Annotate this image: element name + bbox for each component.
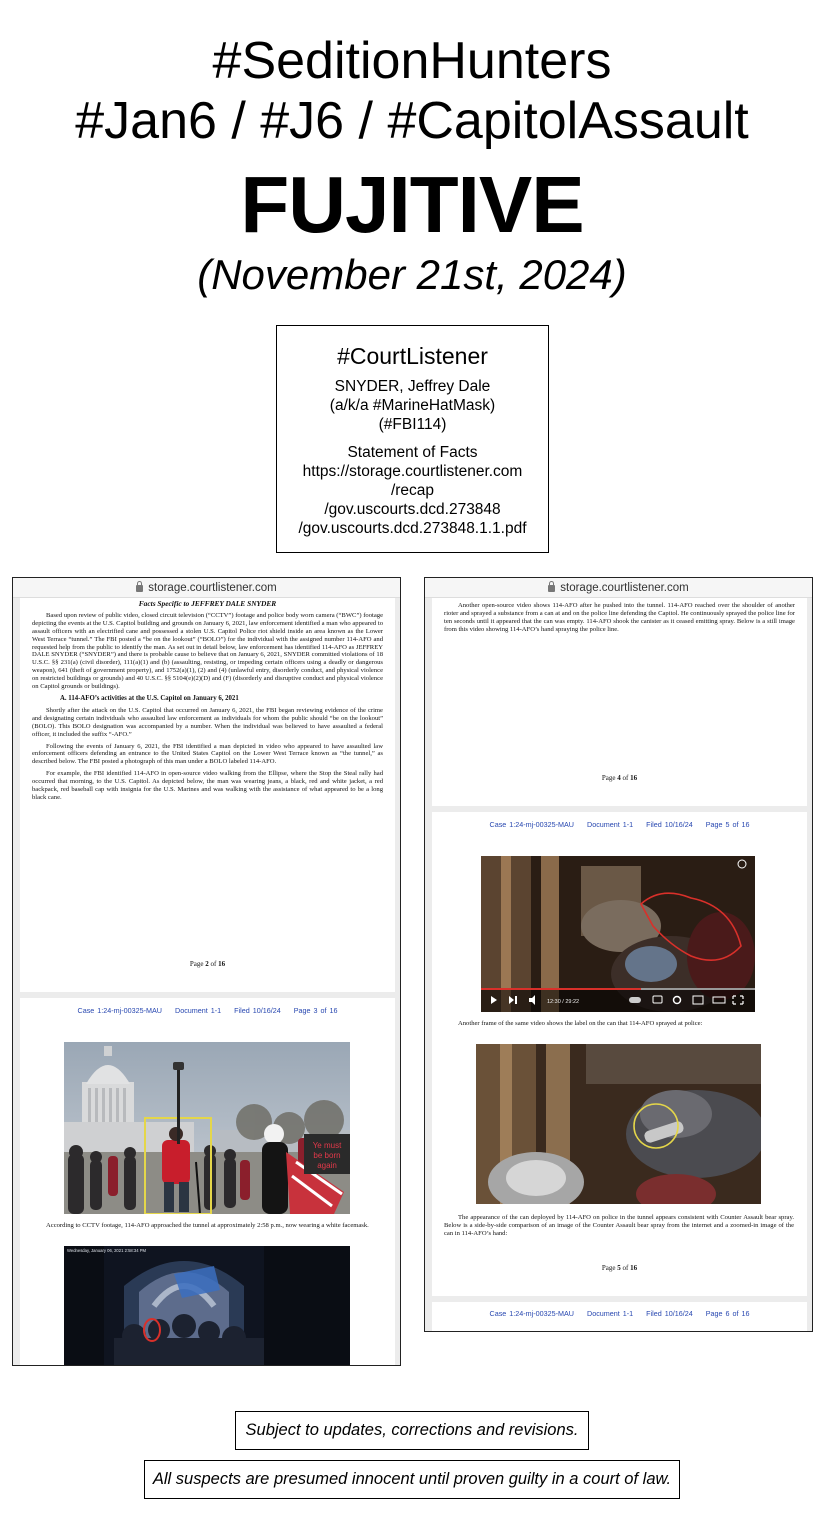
- suspect-aka: (a/k/a #MarineHatMask): [329, 397, 496, 414]
- document-type: Statement of Facts: [347, 444, 478, 461]
- cctv-tunnel-photo: [64, 1246, 350, 1366]
- document-link[interactable]: Document 1-1: [587, 1309, 634, 1318]
- document-url-line: https://storage.courtlistener.com: [302, 463, 523, 480]
- filed-date: Filed 10/16/24: [646, 1309, 693, 1318]
- document-url-line: /recap: [390, 482, 435, 499]
- video-time: 12:30 / 29:22: [547, 999, 580, 1005]
- page-number: Page 5 of 16: [601, 1264, 638, 1272]
- document-page-6: [432, 1302, 807, 1332]
- document-url-line: /gov.uscourts.dcd.273848.1.1.pdf: [298, 520, 527, 537]
- video-still-photo: [481, 856, 755, 1012]
- fugitive-title: FUJITIVE: [240, 160, 584, 249]
- document-link[interactable]: Document 1-1: [587, 820, 634, 829]
- photo-caption: According to CCTV footage, 114-AFO approached the tunnel at approximately 2:58 p.m., now wearing a white facemask.: [46, 1222, 369, 1229]
- cctv-timestamp: Wednesday, January 06, 2021 2:58:34 PM: [67, 1248, 146, 1253]
- page-number: Page 2 of 16: [189, 960, 226, 968]
- right-document-screenshot: [424, 577, 813, 1332]
- document-page-4: [432, 598, 807, 806]
- paragraph: Shortly after the attack on the U.S. Capitol that occurred on January 6, 2021, the FBI began reviewing evidence of the crime and designating certain individuals who assaulted law enforcement as individuals for whom the public should “be on the lookout” (BOLO). This BOLO designation was accompanied by a number. When the individual was believed to have assaulted a federal officer, it included the suffix “-AFO.”: [32, 706, 383, 738]
- hashtag-subtitle: #Jan6 / #J6 / #CapitolAssault: [75, 92, 749, 150]
- left-document-screenshot: [12, 577, 401, 1366]
- document-url-line: /gov.uscourts.dcd.273848: [324, 501, 501, 518]
- filed-date: Filed 10/16/24: [234, 1006, 281, 1015]
- hashtag-title: #SeditionHunters: [212, 32, 612, 90]
- svg-text:be born: be born: [313, 1151, 341, 1160]
- courtlistener-info-box: [276, 325, 549, 553]
- updates-disclaimer: Subject to updates, corrections and revisions.: [235, 1411, 589, 1450]
- url-text: storage.courtlistener.com: [560, 581, 689, 594]
- case-header: [432, 1309, 807, 1318]
- case-number-link[interactable]: Case 1:24-mj-00325-MAU: [489, 820, 574, 829]
- case-number-link[interactable]: Case 1:24-mj-00325-MAU: [489, 1309, 574, 1318]
- document-page-5: [432, 812, 807, 1296]
- svg-text:Ye must: Ye must: [312, 1141, 342, 1150]
- info-box-title: #CourtListener: [337, 343, 488, 369]
- browser-url-bar[interactable]: [13, 578, 400, 598]
- browser-url-bar[interactable]: [425, 578, 812, 598]
- page-indicator: Page 6 of 16: [705, 1309, 750, 1318]
- photo-caption: The appearance of the can deployed by 114-AFO on police in the tunnel appears consistent with Counter Assault bear spray. Below is a side-by-side comparison of an image of the Counter Assault bear spray from the internet and a zoomed-in image of the can in 114-AFO’s hand:: [444, 1214, 794, 1237]
- innocence-disclaimer: All suspects are presumed innocent until proven guilty in a court of law.: [144, 1460, 680, 1499]
- case-header: [432, 820, 807, 829]
- photo-caption: Another frame of the same video shows the label on the can that 114-AFO sprayed at police:: [458, 1020, 703, 1027]
- capitol-walk-photo: [64, 1042, 350, 1214]
- section-heading: Facts Specific to JEFFREY DALE SNYDER: [138, 599, 277, 608]
- paragraph: Another open-source video shows 114-AFO after he pushed into the tunnel. 114-AFO reached over the shoulder of another rioter and sprayed a substance from a can at and on the police line defending the Capitol. He continuously sprayed the police line for ten seconds until it appeared that the can was empty. 114-AFO shook the canister as it ceased emitting spray. Below is a still image from this video showing 114-AFO’s hand spraying the police line.: [444, 602, 795, 633]
- document-page-2: [20, 598, 395, 992]
- document-page-3: [20, 998, 395, 1366]
- page-indicator: Page 3 of 16: [293, 1006, 338, 1015]
- lock-icon: [548, 585, 555, 592]
- case-header: [20, 1006, 395, 1015]
- document-link[interactable]: Document 1-1: [175, 1006, 222, 1015]
- date-line: (November 21st, 2024): [197, 251, 627, 298]
- autoplay-toggle[interactable]: [629, 997, 641, 1003]
- case-number-link[interactable]: Case 1:24-mj-00325-MAU: [77, 1006, 162, 1015]
- lock-icon: [136, 585, 143, 592]
- page-indicator: Page 5 of 16: [705, 820, 750, 829]
- page-number: Page 4 of 16: [601, 774, 638, 782]
- svg-text:again: again: [317, 1161, 337, 1170]
- paragraph: Following the events of January 6, 2021, the FBI identified a man depicted in video who appeared to have assaulted law enforcement officers defending an entrance to the United States Capitol on the Lower West Terrace known as “the tunnel,” as described below. The FBI posted a photograph of this man under a BOLO labeled 114-AFO.: [32, 742, 383, 766]
- suspect-name: SNYDER, Jeffrey Dale: [334, 378, 491, 395]
- spray-can-photo: [476, 1044, 761, 1204]
- url-text: storage.courtlistener.com: [148, 581, 277, 594]
- suspect-tag: (#FBI114): [378, 416, 447, 433]
- paragraph: Based upon review of public video, closed circuit television (“CCTV”) footage and police body worn camera (“BWC”) footage depicting the events at the U.S. Capitol building and grounds on January 6, 2021, law enforcement identified a man who appeared to assault officers with an electrified cane and possessed a stolen U.S. Capitol Police riot shield inside an area known as the Lower West Terrace “tunnel.” The FBI posted a “be on the lookout” (“BOLO”) for the individual with the assigned number 114-AFO and requested help from the public to identify the man. As set out in detail below, law enforcement has identified 114-AFO as JEFFREY DALE SNYDER (“SNYDER”) and there is probable cause to believe that on January 6, 2021, SNYDER committed violations of 18 U.S.C. §§ 231(a) (civil disorder), 111(a)(1) and (b) (assaulting, resisting, or impeding certain officers using a deadly or dangerous weapon), 641 (theft of government property), and 1752(a)(1), (2) and (4) (unlawful entry, disorderly conduct, and physical violence on restricted buildings or grounds) and 40 U.S.C. §§ 5104(e)(2)(D) and (F) (disorderly and disruptive conduct and physical violence on Capitol grounds or buildings).: [32, 611, 383, 691]
- subsection-heading: A. 114-AFO’s activities at the U.S. Capitol on January 6, 2021: [60, 694, 239, 702]
- filed-date: Filed 10/16/24: [646, 820, 693, 829]
- paragraph: For example, the FBI identified 114-AFO in open-source video walking from the Ellipse, where the Stop the Steal rally had occurred that morning, to the U.S. Capitol. As depicted below, the man was wearing jeans, a black, red and white jacket, a red backpack, red baseball cap with insignia for the U.S. Marines and was walking with the assistance of what appeared to be a long black cane.: [32, 770, 383, 801]
